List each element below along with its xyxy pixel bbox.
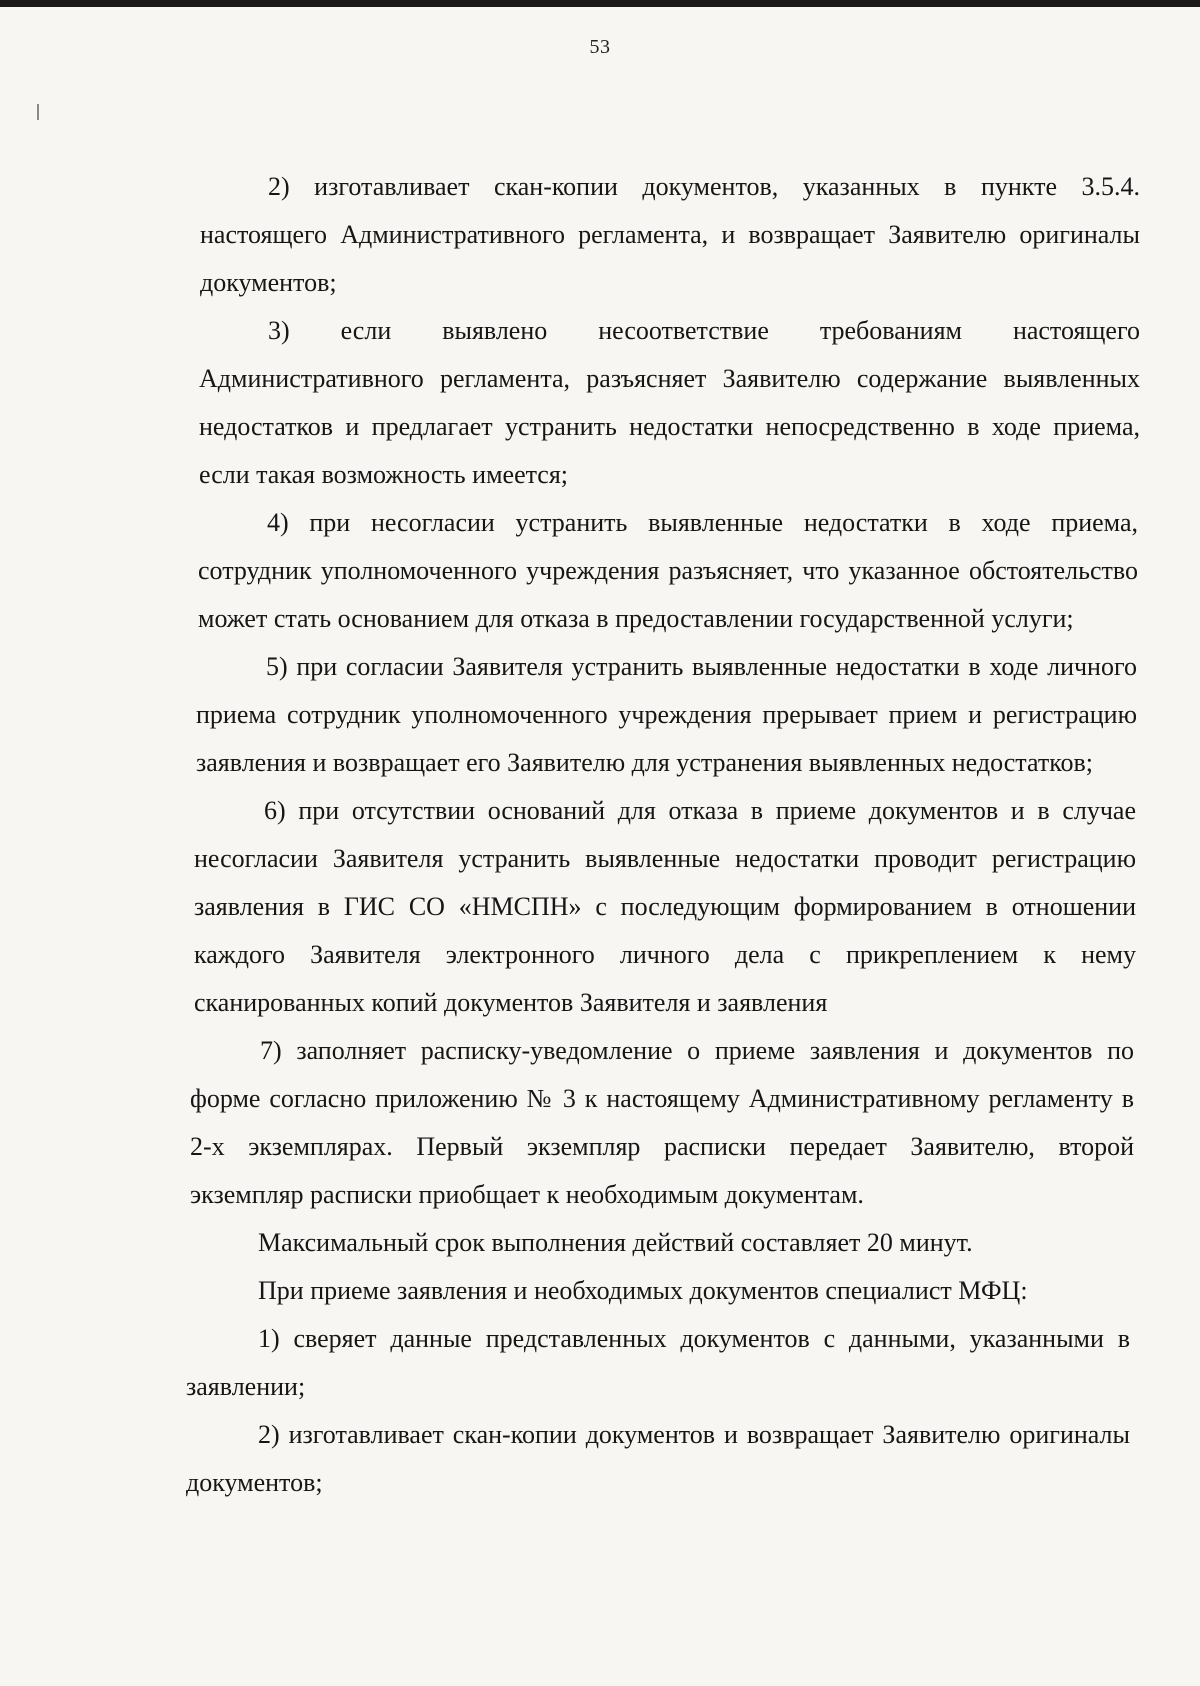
scan-speck <box>37 104 39 120</box>
paragraph-mfc-item-2: 2) изготавливает скан-копии документов и возвращает Заявителю оригиналы документов; <box>186 1420 1130 1497</box>
page-number: 53 <box>589 36 611 58</box>
scan-top-edge <box>0 0 1200 7</box>
paragraph-item-4-disagreement: 4) при несогласии устранить выявленные недостатки в ходе приема, сотрудник уполномоченного учреждения разъясняет, что указанное обстоятельство может стать основанием для отказа в предоставлении государственной услуги; <box>198 508 1138 633</box>
paragraph-item-7-receipt: 7) заполняет расписку-уведомление о приеме заявления и документов по форме согласно приложению № 3 к настоящему Административному регламенту в 2-х экземплярах. Первый экземпляр расписки передает Заявителю, второй экземпляр расписки приобщает к необходимым документам. <box>190 1036 1134 1209</box>
page-body <box>0 163 1200 1507</box>
paragraph-item-2-scan-copies: 2) изготавливает скан-копии документов, указанных в пункте 3.5.4. настоящего Административного регламента, и возвращает Заявителю оригиналы документов; <box>200 172 1140 297</box>
paragraph-item-6-registration: 6) при отсутствии оснований для отказа в приеме документов и в случае несогласии Заявителя устранить выявленные недостатки проводит регистрацию заявления в ГИС СО «НМСПН» с последующим формированием в отношении каждого Заявителя электронного личного дела с прикреплением к нему сканированных копий документов Заявителя и заявления <box>194 796 1136 1017</box>
paragraph-item-3-nonconformity: 3) если выявлено несоответствие требованиям настоящего Административного регламента, разъясняет Заявителю содержание выявленных недостатков и предлагает устранить недостатки непосредственно в ходе приема, если такая возможность имеется; <box>199 316 1140 489</box>
paragraph-item-5-agreement: 5) при согласии Заявителя устранить выявленные недостатки в ходе личного приема сотрудник уполномоченного учреждения прерывает прием и регистрацию заявления и возвращает его Заявителю для устранения выявленных недостатков; <box>196 652 1137 777</box>
paragraph-mfc-intro: При приеме заявления и необходимых документов специалист МФЦ: <box>258 1276 1028 1305</box>
paragraph-mfc-item-1: 1) сверяет данные представленных документов с данными, указанными в заявлении; <box>186 1324 1130 1401</box>
paragraph-max-time: Максимальный срок выполнения действий составляет 20 минут. <box>258 1228 973 1257</box>
